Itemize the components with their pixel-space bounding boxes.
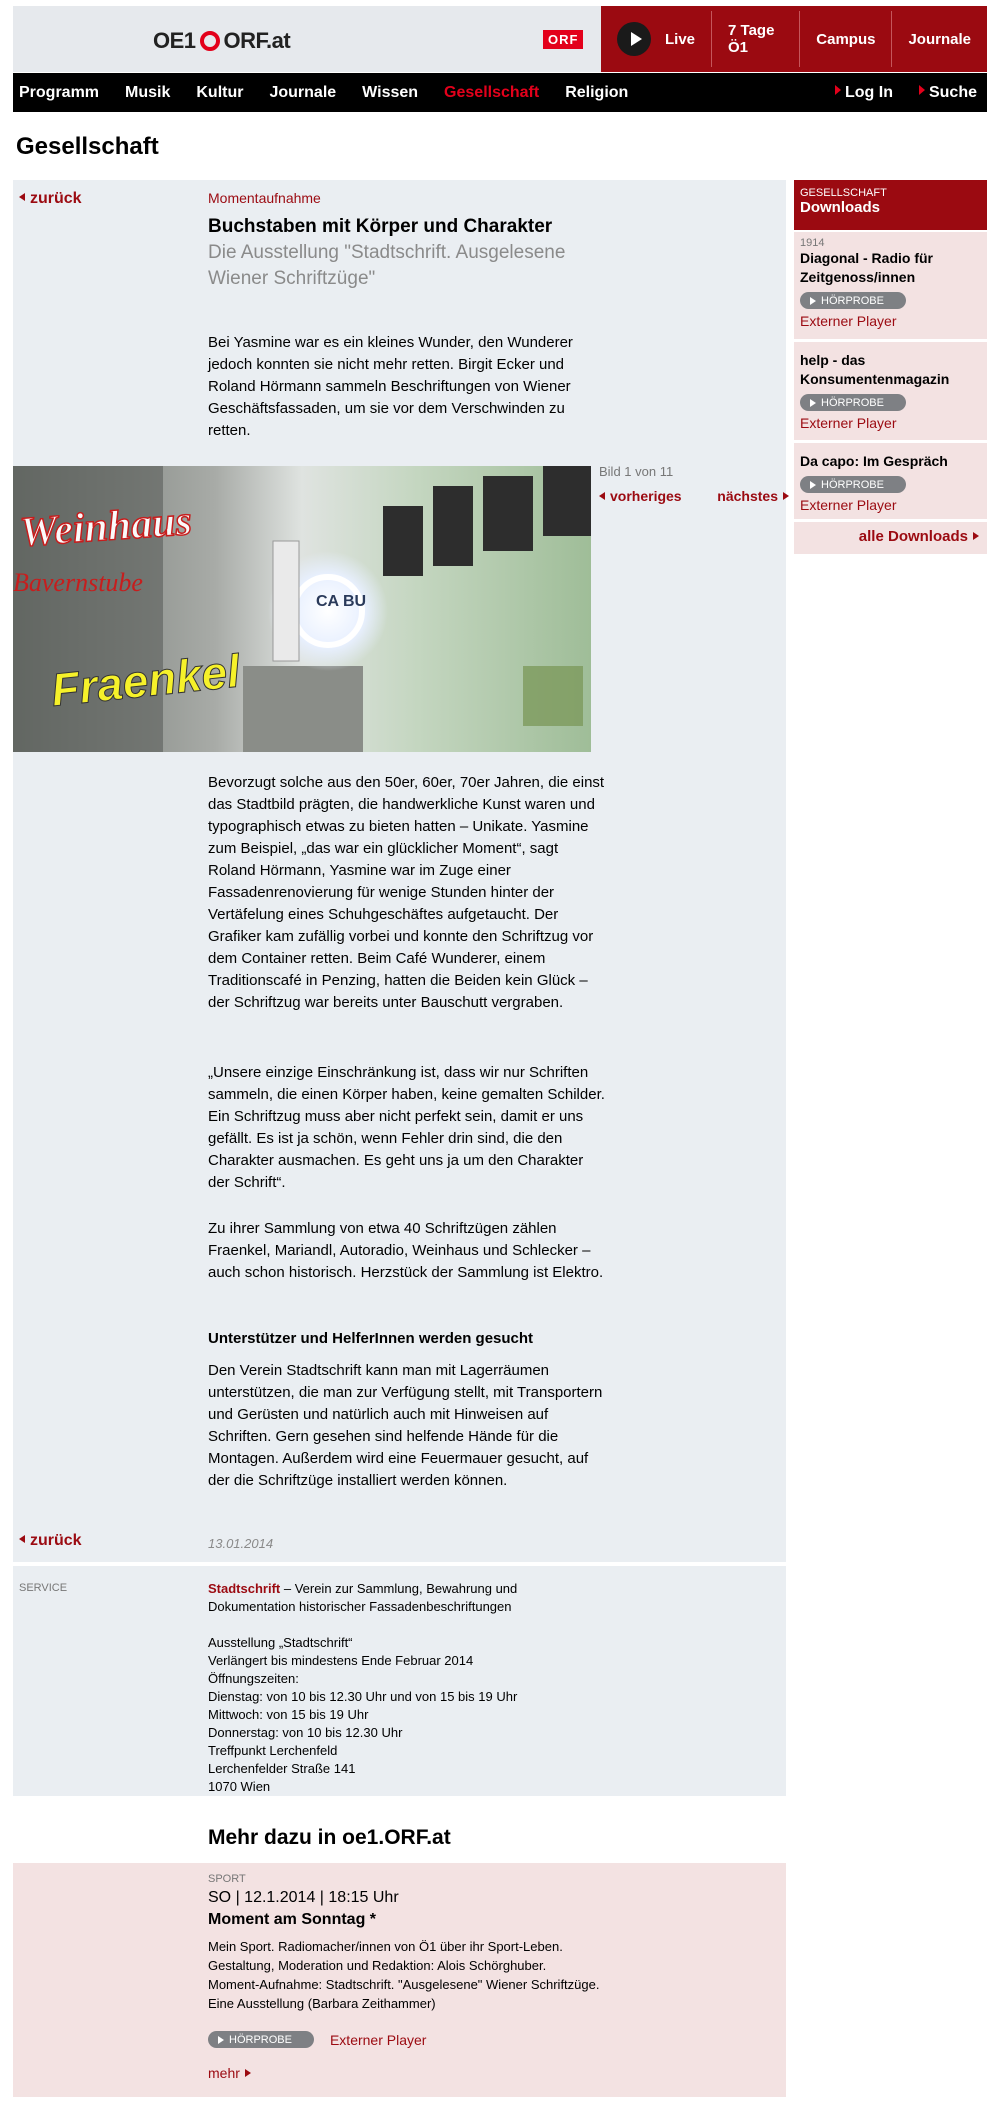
downloads-category: GESELLSCHAFT — [800, 187, 887, 199]
article-date: 13.01.2014 — [208, 1536, 274, 1551]
seven-days-link[interactable]: 7 Tage Ö1 — [712, 11, 800, 67]
nav-item-kultur[interactable]: Kultur — [196, 83, 244, 101]
article-kicker: Momentaufnahme — [208, 190, 321, 206]
gallery-image[interactable] — [13, 466, 591, 752]
play-icon — [810, 297, 816, 305]
downloads-header — [794, 180, 987, 230]
gallery-count: Bild 1 von 11 — [599, 464, 674, 479]
nav-item-wissen[interactable]: Wissen — [362, 83, 419, 101]
nav-item-musik[interactable]: Musik — [125, 83, 171, 101]
arrow-right-icon — [973, 532, 979, 540]
back-label: zurück — [30, 1532, 82, 1549]
arrow-left-icon — [19, 193, 25, 201]
journale-header-link[interactable]: Journale — [908, 30, 971, 48]
hoerprobe-button[interactable] — [800, 476, 906, 493]
photo-sign-cabu: CA BU — [316, 593, 367, 610]
more-link[interactable] — [208, 2065, 628, 2081]
download-item — [794, 443, 987, 519]
nav-item-religion[interactable]: Religion — [565, 83, 629, 101]
service-label: SERVICE — [19, 1582, 68, 1594]
hoerprobe-label: HÖRPROBE — [821, 396, 884, 409]
external-player-link[interactable]: Externer Player — [329, 2031, 427, 2048]
photo-sign-bavernstube: Bavernstube — [13, 568, 143, 597]
nav-item-journale[interactable]: Journale — [269, 83, 337, 101]
more-section-title: Mehr dazu in oe1.ORF.at — [208, 1826, 451, 1849]
gallery-next-button[interactable] — [717, 488, 789, 504]
search-link[interactable] — [919, 84, 977, 102]
logo-orf-text: ORF.at — [223, 28, 291, 53]
article-paragraph: Zu ihrer Sammlung von etwa 40 Schriftzügen zählen Fraenkel, Mariandl, Autoradio, Weinhaus und Schlecker – auch schon historisch. Herzstück der Sammlung ist Elektro. — [208, 1220, 604, 1281]
all-downloads-link[interactable] — [794, 522, 987, 554]
download-title[interactable]: Da capo: Im Gespräch — [800, 453, 948, 469]
top-header — [13, 6, 987, 72]
article-paragraph: Den Verein Stadtschrift kann man mit Lagerräumen unterstützen, die man zur Verfügung stellt, mit Transportern und Gerüsten und natürlich auch mit Hinweisen auf Schriften. Gern gesehen sind helfende Hände für die Montagen. Außerdem wird eine Feuermauer gesucht, auf der die Schriftzüge installiert werden können. — [208, 1362, 603, 1489]
hoerprobe-label: HÖRPROBE — [821, 478, 884, 491]
more-box — [13, 1863, 786, 2097]
service-line: Donnerstag: von 10 bis 12.30 Uhr — [208, 1725, 403, 1740]
more-label: mehr — [208, 2065, 240, 2081]
service-line: 1070 Wien — [208, 1779, 271, 1794]
external-player-link[interactable]: Externer Player — [800, 414, 897, 431]
download-title[interactable]: help - das Konsumentenmagazin — [800, 352, 950, 387]
hoerprobe-button[interactable] — [800, 292, 906, 309]
play-icon — [810, 481, 816, 489]
service-line: Dienstag: von 10 bis 12.30 Uhr und von 15 bis 19 Uhr — [208, 1689, 518, 1704]
campus-link[interactable]: Campus — [800, 11, 892, 67]
hoerprobe-button[interactable] — [208, 2031, 314, 2048]
gallery-prev-button[interactable] — [599, 488, 682, 504]
article — [13, 180, 786, 1562]
back-link-top[interactable] — [19, 190, 82, 208]
download-category: 1914 — [800, 237, 825, 249]
play-icon — [617, 22, 651, 56]
nav-item-gesellschaft[interactable]: Gesellschaft — [444, 83, 540, 101]
article-lead: Bei Yasmine war es ein kleines Wunder, den Wunderer jedoch konnten sie nicht mehr retten. Birgit Ecker und Roland Hörmann sammeln Beschriftungen von Wiener Geschäftsfassaden, um sie vor dem Verschwinden zu retten. — [208, 334, 573, 439]
page-title: Gesellschaft — [16, 133, 159, 160]
more-show-title[interactable]: Moment am Sonntag * — [208, 1911, 377, 1928]
arrow-right-icon — [783, 492, 789, 500]
more-controls — [208, 2031, 628, 2048]
arrow-left-icon — [599, 492, 605, 500]
download-item — [794, 232, 987, 339]
exhibition-photo — [13, 466, 591, 752]
article-headline: Buchstaben mit Körper und Charakter — [208, 216, 553, 237]
stadtschrift-link[interactable]: Stadtschrift — [208, 1581, 281, 1596]
arrow-left-icon — [19, 1535, 25, 1543]
external-player-link[interactable]: Externer Player — [800, 496, 897, 513]
service-box — [13, 1566, 786, 1796]
article-paragraph: „Unsere einzige Einschränkung ist, dass wir nur Schriften sammeln, die einen Körper haben, keine gemalten Schilder. Ein Schriftzug muss aber nicht perfekt sein, damit er uns gefällt. Es ist ja schön, wenn Fehler drin sind, die den Charakter ausmachen. Es geht uns ja um den Charakter der Schrift“. — [208, 1064, 605, 1191]
hoerprobe-label: HÖRPROBE — [229, 2033, 292, 2046]
downloads-title: Downloads — [800, 199, 881, 216]
prev-label: vorheriges — [610, 488, 682, 504]
photo-sign-fraenkel: Fraenkel — [48, 644, 243, 716]
download-item — [794, 342, 987, 440]
external-player-link[interactable]: Externer Player — [800, 312, 897, 329]
photo-sign-weinhaus: Weinhaus — [18, 498, 194, 556]
header-link-bar — [601, 6, 987, 72]
article-subhead: Die Ausstellung "Stadtschrift. Ausgelesene Wiener Schriftzüge" — [208, 242, 566, 289]
hoerprobe-label: HÖRPROBE — [821, 294, 884, 307]
service-line: Verlängert bis mindestens Ende Februar 2014 — [208, 1653, 474, 1668]
next-label: nächstes — [717, 488, 778, 504]
oe1-logo[interactable] — [153, 28, 290, 54]
service-body — [208, 1580, 608, 1796]
login-label: Log In — [845, 83, 893, 101]
more-desc-line: Mein Sport. Radiomacher/innen von Ö1 über ihr Sport-Leben. Gestaltung, Moderation und Redaktion: Alois Schörghuber. — [208, 1939, 563, 1973]
more-description — [208, 1937, 628, 2013]
play-icon — [218, 2036, 224, 2044]
service-line: Ausstellung „Stadtschrift“ — [208, 1635, 353, 1650]
more-desc-line: Moment-Aufnahme: Stadtschrift. "Ausgelesene" Wiener Schriftzüge. Eine Ausstellung (Barbara Zeithammer) — [208, 1977, 600, 2011]
download-title[interactable]: Diagonal - Radio für Zeitgenoss/innen — [800, 250, 933, 285]
back-label: zurück — [30, 190, 82, 207]
arrow-right-icon — [919, 85, 925, 95]
orf-badge[interactable]: ORF — [543, 30, 583, 49]
ring-icon — [200, 31, 220, 51]
service-line: Mittwoch: von 15 bis 19 Uhr — [208, 1707, 369, 1722]
hoerprobe-button[interactable] — [800, 394, 906, 411]
nav-item-programm[interactable]: Programm — [19, 83, 100, 101]
article-paragraph: Bevorzugt solche aus den 50er, 60er, 70er Jahren, die einst das Stadtbild prägten, die handwerkliche Kunst waren und typographisch etwas zu bieten hatten – Unikate. Yasmine zum Beispiel, „das war ein glücklicher Moment“, sagt Roland Hörmann, Yasmine war im Zuge einer Fassadenrenovierung für wenige Stunden hinter der Vertäfelung eines Schuhgeschäftes aufgetaucht. Der Grafiker kam zufällig vorbei und konnte den Schriftzug vor dem Container retten. Beim Café Wunderer, einem Traditionscafé in Penzing, hatten die Beiden kein Glück – der Schriftzug war bereits unter Bauschutt vergraben. — [208, 774, 605, 1011]
search-label: Suche — [928, 83, 977, 101]
play-icon — [810, 399, 816, 407]
live-button[interactable] — [601, 11, 712, 67]
logo-oe1-text: OE1 — [153, 28, 196, 53]
live-label: Live — [665, 30, 696, 48]
service-line: Öffnungszeiten: — [208, 1671, 299, 1686]
article-subheading: Unterstützer und HelferInnen werden gesucht — [208, 1330, 534, 1347]
back-link-bottom[interactable] — [19, 1532, 82, 1550]
main-nav — [13, 73, 987, 112]
arrow-right-icon — [245, 2069, 251, 2077]
all-downloads-label: alle Downloads — [858, 528, 968, 545]
service-line: Treffpunkt Lerchenfeld — [208, 1743, 338, 1758]
service-line: Lerchenfelder Straße 141 — [208, 1761, 356, 1776]
login-link[interactable] — [835, 84, 893, 102]
service-org-desc: – Verein zur Sammlung, Bewahrung und Dokumentation historischer Fassadenbeschriftungen — [208, 1581, 518, 1614]
arrow-right-icon — [835, 85, 841, 95]
gallery-nav — [599, 488, 789, 504]
more-date: SO | 12.1.2014 | 18:15 Uhr — [208, 1889, 399, 1906]
more-category: SPORT — [208, 1873, 246, 1885]
